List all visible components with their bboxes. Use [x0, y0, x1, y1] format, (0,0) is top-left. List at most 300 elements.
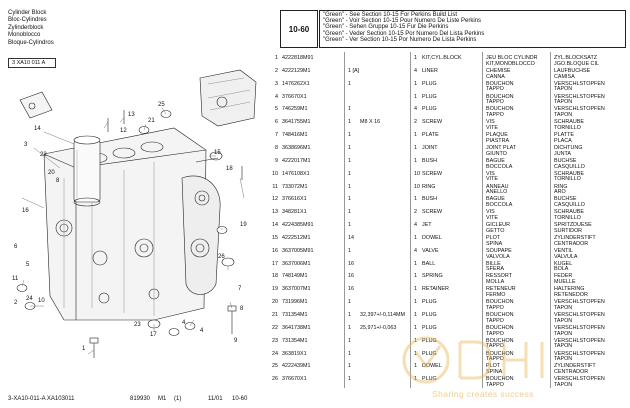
description-de-es: TAPON	[554, 382, 573, 389]
description-fr-it: VITE	[486, 176, 498, 183]
description-fr-it: RESSORT	[486, 273, 512, 280]
quantity: 1	[348, 106, 351, 113]
description-de-es: VERSCHLSTOPFEN	[554, 106, 605, 113]
quantity: 1	[348, 299, 351, 306]
part-number: 731354M1	[282, 337, 308, 344]
quantity: 1	[348, 337, 351, 344]
quantity: 1	[348, 80, 351, 87]
svg-text:19: 19	[240, 222, 247, 228]
description-en: SCREW	[422, 170, 443, 177]
description-fr-it: KIT,MONOBLOCCO	[486, 60, 535, 67]
description-de-es: CENTRADOR	[554, 240, 589, 247]
table-row	[268, 56, 624, 68]
description-fr-it: TAPPO	[486, 382, 504, 389]
description-en: RETAINER	[422, 286, 449, 293]
description-fr-it: JOINT PLAT	[486, 144, 517, 151]
description-de-es: BOLA	[554, 266, 569, 273]
svg-text:18: 18	[226, 166, 233, 172]
table-row	[268, 120, 624, 132]
description-fr-it: GICLEUR	[486, 222, 510, 229]
description-fr-it: BOCCOLA	[486, 202, 513, 209]
description-fr-it: PLOT	[486, 363, 501, 370]
description-fr-it: PLOT	[486, 234, 501, 241]
svg-text:4: 4	[200, 328, 204, 334]
description-de-es: TAPON	[554, 304, 573, 311]
part-number: 3641755M1	[282, 119, 311, 126]
description-fr-it: CANNA	[486, 73, 505, 80]
footer-section: 10-60	[232, 396, 248, 402]
table-row	[268, 95, 624, 107]
description-fr-it: BILLE	[486, 260, 501, 267]
description-de-es: TAPON	[554, 99, 573, 106]
description-fr-it: GIUNTO	[486, 150, 507, 157]
description-de-es: VERSCHLSTOPFEN	[554, 312, 605, 318]
svg-text:23: 23	[134, 322, 141, 328]
description-de-es: SPRITZDUESE	[554, 222, 592, 229]
quantity-per-unit: 1	[414, 55, 417, 61]
description-fr-it: TAPPO	[486, 317, 504, 324]
quantity: 1	[348, 144, 351, 151]
quantity-per-unit: 1	[414, 234, 417, 241]
quantity: 1	[348, 157, 351, 164]
description-de-es: JGO.BLOQUE CIL	[554, 60, 599, 67]
description-en: PLUG	[422, 80, 437, 87]
svg-text:8: 8	[56, 178, 60, 184]
description-en: SCREW	[422, 209, 443, 216]
svg-text:10: 10	[38, 298, 45, 304]
description-fr-it: VIS	[486, 209, 495, 216]
description-de-es: BUCHSE	[554, 196, 577, 203]
description-fr-it: TAPPO	[486, 86, 504, 93]
quantity-per-unit: 1	[414, 286, 417, 293]
green-note: "Green" - Voir Section 10-15 Pour Numero De Liste Perkins	[323, 18, 481, 25]
description-fr-it: TAPPO	[486, 112, 504, 119]
svg-text:20: 20	[48, 170, 55, 176]
part-number: 4224385M91	[282, 222, 314, 229]
description-en: DOWEL	[422, 363, 442, 370]
quantity-per-unit: 10	[414, 170, 420, 177]
svg-text:2: 2	[14, 300, 18, 306]
table-row	[268, 300, 624, 312]
description-de-es: DICHTUNG	[554, 144, 583, 151]
table-row	[268, 326, 624, 338]
description-fr-it: TAPPO	[486, 330, 504, 337]
table-row	[268, 82, 624, 94]
description-fr-it: BOUCHON	[486, 299, 514, 306]
component-names	[8, 10, 278, 47]
item-number: 1	[275, 55, 278, 61]
parts-table	[268, 52, 624, 392]
part-number: 4222439M1	[282, 363, 311, 370]
description-fr-it: PLAQUE	[486, 132, 508, 139]
description-de-es: VERSCHLSTOPFEN	[554, 337, 605, 344]
description-fr-it: BOUCHON	[486, 324, 514, 331]
quantity-per-unit: 1	[414, 260, 417, 267]
description-fr-it: SFERA	[486, 266, 504, 273]
quantity: 1	[348, 350, 351, 357]
description-en: PLUG	[422, 312, 437, 318]
quantity: 1	[348, 376, 351, 383]
name-it: Monoblocco	[8, 32, 41, 39]
quantity-per-unit: 1	[414, 80, 417, 87]
item-number: 14	[272, 222, 278, 229]
description-de-es: CAMISA	[554, 73, 575, 80]
part-number: 733072M1	[282, 183, 308, 190]
description-de-es: VERSCHLSTOPFEN	[554, 350, 605, 357]
description-fr-it: SOUPAPE	[486, 247, 512, 254]
quantity-per-unit: 1	[414, 324, 417, 331]
description-de-es: TAPON	[554, 86, 573, 93]
description-de-es: TORNILLO	[554, 176, 581, 183]
quantity-per-unit: 2	[414, 209, 417, 216]
remark: 32,397+/-0,114MM	[360, 312, 405, 318]
description-en: PLUG	[422, 299, 437, 306]
description-en: DOWEL	[422, 234, 442, 241]
description-de-es: ZYL.BLOCKSATZ	[554, 55, 598, 61]
description-fr-it: BOUCHON	[486, 106, 514, 113]
svg-text:6: 6	[14, 244, 18, 250]
svg-text:26: 26	[218, 254, 225, 260]
green-note: "Green" - Veder Section 10-15 Por Numero Del Lista Perkins	[323, 30, 485, 37]
quantity: 1	[348, 196, 351, 203]
quantity-per-unit: 2	[414, 119, 417, 126]
item-number: 10	[272, 170, 278, 177]
description-de-es: HALTERING	[554, 286, 585, 293]
quantity: 1	[348, 324, 351, 331]
description-fr-it: MOLLA	[486, 279, 505, 286]
quantity-per-unit: 1	[414, 93, 417, 100]
quantity-per-unit: 1	[414, 157, 417, 164]
description-fr-it: SPINA	[486, 369, 503, 376]
description-de-es: LAUFBUCHSE	[554, 67, 591, 74]
quantity: 1 [A]	[348, 67, 360, 74]
name-en: Cylinder Block	[8, 10, 47, 16]
quantity-per-unit: 1	[414, 273, 417, 280]
description-fr-it: ANELLO	[486, 189, 508, 196]
svg-text:15: 15	[214, 150, 221, 156]
quantity-per-unit: 4	[414, 67, 417, 74]
quantity: 16	[348, 260, 354, 267]
quantity: 1	[348, 132, 351, 139]
svg-text:17: 17	[150, 332, 157, 338]
footer-figure-ref: 3-XA10-011-A XA103011	[8, 396, 75, 402]
description-de-es: MUELLE	[554, 279, 576, 286]
table-row	[268, 223, 624, 235]
description-fr-it: BOUCHON	[486, 93, 514, 100]
item-number: 19	[272, 286, 278, 293]
item-number: 13	[272, 209, 278, 216]
quantity-per-unit: 10	[414, 183, 420, 190]
description-fr-it: PIASTRA	[486, 137, 510, 144]
quantity-per-unit: 1	[414, 350, 417, 357]
svg-text:21: 21	[148, 118, 155, 124]
part-number: 3637006M1	[282, 260, 311, 267]
description-fr-it: BOUCHON	[486, 80, 514, 87]
part-number: 3638696M1	[282, 144, 311, 151]
quantity-per-unit: 1	[414, 196, 417, 203]
quantity-per-unit: 1	[414, 144, 417, 151]
quantity: 16	[348, 273, 354, 280]
description-de-es: SCHRAUBE	[554, 119, 584, 126]
part-number: 4222818M91	[282, 55, 314, 61]
svg-text:24: 24	[26, 296, 33, 302]
item-number: 11	[272, 183, 278, 190]
quantity-per-unit: 1	[414, 299, 417, 306]
description-de-es: RING	[554, 183, 568, 190]
table-row	[268, 133, 624, 145]
svg-text:22: 22	[40, 152, 47, 158]
quantity-per-unit: 1	[414, 132, 417, 139]
description-de-es: VENTIL	[554, 247, 573, 254]
description-de-es: TORNILLO	[554, 214, 581, 221]
quantity-per-unit: 4	[414, 106, 417, 113]
description-fr-it: TAPPO	[486, 304, 504, 311]
description-en: LINER	[422, 67, 438, 74]
description-de-es: CASQUILLO	[554, 163, 585, 170]
description-de-es: KUGEL	[554, 260, 573, 267]
figure-reference: 3 XA10 011 A	[8, 58, 56, 68]
description-en: PLUG	[422, 376, 437, 383]
table-row	[268, 352, 624, 364]
quantity-per-unit: 1	[414, 376, 417, 383]
description-en: JET	[422, 222, 432, 229]
description-en: BUSH	[422, 196, 437, 203]
description-de-es: SURTIDOR	[554, 227, 583, 234]
watermark-slogan: Sharing creates success	[432, 389, 534, 399]
table-row	[268, 146, 624, 158]
table-row	[268, 364, 624, 376]
description-fr-it: VALVOLA	[486, 253, 510, 260]
description-de-es: TORNILLO	[554, 125, 581, 132]
svg-text:3: 3	[24, 142, 28, 148]
table-row	[268, 274, 624, 286]
quantity-per-unit: 4	[414, 247, 417, 254]
description-fr-it: CHEMISE	[486, 67, 511, 74]
description-en: BALL	[422, 260, 436, 267]
part-number: 1476262X1	[282, 80, 310, 87]
description-fr-it: TAPPO	[486, 99, 504, 106]
description-de-es: VERSCHLSTOPFEN	[554, 80, 605, 87]
description-fr-it: GETTO	[486, 227, 505, 234]
description-en: PLUG	[422, 324, 437, 331]
description-fr-it: RETENEUR	[486, 286, 516, 293]
quantity: 1	[348, 363, 351, 370]
part-number: 376670X1	[282, 376, 307, 383]
description-fr-it: BAGUE	[486, 157, 505, 164]
quantity-per-unit: 1	[414, 337, 417, 344]
description-fr-it: BOUCHON	[486, 376, 514, 383]
item-number: 22	[272, 324, 278, 331]
quantity: 1	[348, 183, 351, 190]
part-number: 746259M1	[282, 106, 308, 113]
item-number: 9	[275, 157, 278, 164]
description-en: SPRING	[422, 273, 443, 280]
description-en: VALVE	[422, 247, 439, 254]
description-de-es: VERSCHLSTOPFEN	[554, 324, 605, 331]
svg-text:9: 9	[234, 338, 238, 344]
item-number: 20	[272, 299, 278, 306]
description-en: JOINT	[422, 144, 438, 151]
description-de-es: JUNTA	[554, 150, 571, 157]
exploded-diagram	[4, 58, 266, 368]
description-fr-it: VIS	[486, 170, 495, 177]
svg-text:12: 12	[120, 128, 127, 134]
quantity-per-unit: 4	[414, 222, 417, 229]
quantity: 14	[348, 234, 354, 241]
table-row	[268, 197, 624, 209]
table-row	[268, 313, 624, 325]
item-number: 25	[272, 363, 278, 370]
table-row	[268, 377, 624, 389]
description-fr-it: ANNEAU	[486, 183, 509, 190]
part-number: 376616X1	[282, 196, 307, 203]
svg-text:5: 5	[26, 262, 30, 268]
description-de-es: CASQUILLO	[554, 202, 585, 209]
description-en: RING	[422, 183, 436, 190]
part-number: 363819X1	[282, 350, 307, 357]
svg-text:25: 25	[158, 102, 165, 108]
table-row	[268, 339, 624, 351]
description-de-es: ZYLINDERSTIFT	[554, 363, 596, 370]
table-row	[268, 69, 624, 81]
name-fr: Bloc-Cylindres	[8, 17, 47, 24]
item-number: 26	[272, 376, 278, 383]
description-fr-it: VITE	[486, 125, 498, 132]
description-de-es: ARO	[554, 189, 566, 196]
quantity: 16	[348, 286, 354, 293]
item-number: 4	[275, 93, 278, 100]
part-number: 731996M1	[282, 299, 308, 306]
description-de-es: VERSCHLSTOPFEN	[554, 376, 605, 383]
item-number: 21	[272, 312, 278, 318]
description-de-es: SCHRAUBE	[554, 209, 584, 216]
item-number: 5	[275, 106, 278, 113]
svg-text:1: 1	[82, 346, 86, 352]
table-row	[268, 185, 624, 197]
item-number: 8	[275, 144, 278, 151]
item-number: 16	[272, 247, 278, 254]
item-number: 17	[272, 260, 278, 267]
description-de-es: VALVULA	[554, 253, 578, 260]
quantity: 1	[348, 247, 351, 254]
description-fr-it: TAPPO	[486, 356, 504, 363]
description-de-es: FEDER	[554, 273, 573, 280]
table-row	[268, 287, 624, 299]
quantity-per-unit: 1	[414, 312, 417, 318]
description-de-es: TAPON	[554, 343, 573, 350]
description-en: PLUG	[422, 106, 437, 113]
description-de-es: TAPON	[554, 112, 573, 119]
description-de-es: PLATTE	[554, 132, 574, 139]
table-row	[268, 262, 624, 274]
svg-text:13: 13	[128, 112, 135, 118]
item-number: 18	[272, 273, 278, 280]
part-number: 748149M1	[282, 273, 308, 280]
quantity-per-unit: 1	[414, 363, 417, 370]
description-fr-it: BOUCHON	[486, 350, 514, 357]
description-fr-it: JEU BLOC CYLINDR	[486, 55, 538, 61]
svg-text:8: 8	[240, 306, 244, 312]
page-footer	[0, 396, 630, 406]
green-note: "Green" - Sehen Gruppe 10-15 Fur Die Perkins	[323, 24, 449, 31]
remark: M8 X 16	[360, 119, 381, 126]
part-number: 4222129M1	[282, 67, 311, 74]
description-fr-it: BOUCHON	[486, 337, 514, 344]
table-row	[268, 172, 624, 184]
part-number: 3637005M91	[282, 247, 314, 254]
footer-page: (1)	[174, 396, 182, 402]
description-de-es: CENTRADOR	[554, 369, 589, 376]
green-note: "Green" - See Section 10-15 For Perkins Build List	[323, 12, 457, 18]
description-de-es: VERSCHLSTOPFEN	[554, 299, 605, 306]
table-row	[268, 236, 624, 248]
description-de-es: TAPON	[554, 356, 573, 363]
name-de: Zylinderblock	[8, 24, 44, 31]
quantity: 1	[348, 209, 351, 216]
part-number: 4222017M1	[282, 157, 311, 164]
description-de-es: PLACA	[554, 137, 572, 144]
description-de-es: RETENEDOR	[554, 292, 588, 299]
svg-text:16: 16	[22, 208, 29, 214]
table-row	[268, 107, 624, 119]
part-number: 748416M1	[282, 132, 308, 139]
description-en: PLATE	[422, 132, 439, 139]
item-number: 24	[272, 350, 278, 357]
quantity: 1	[348, 312, 351, 318]
description-fr-it: TAPPO	[486, 343, 504, 350]
part-number: 3637007M1	[282, 286, 311, 293]
description-en: PLUG	[422, 93, 437, 100]
item-number: 7	[275, 132, 278, 139]
green-notes	[319, 10, 626, 48]
item-number: 15	[272, 234, 278, 241]
description-de-es: ZYLINDERSTIFT	[554, 234, 596, 241]
svg-text:7: 7	[238, 286, 242, 292]
green-note: "Green" - Ver Section 10-15 Por Numero De Lista Perkins	[323, 36, 477, 43]
description-de-es: TAPON	[554, 317, 573, 324]
description-de-es: VERSCHLSTOPFEN	[554, 93, 605, 100]
footer-edition: M1	[158, 396, 167, 402]
description-en: SCREW	[422, 119, 443, 126]
part-number: 4222512M1	[282, 234, 311, 241]
part-number: 3641738M1	[282, 324, 311, 331]
table-row	[268, 210, 624, 222]
description-fr-it: VIS	[486, 119, 495, 126]
svg-text:14: 14	[34, 126, 41, 132]
table-row	[268, 249, 624, 261]
svg-text:4: 4	[182, 320, 186, 326]
quantity: 1	[348, 119, 351, 126]
description-fr-it: FERMO	[486, 292, 506, 299]
section-code: 10-60	[280, 10, 318, 48]
description-fr-it: BOCCOLA	[486, 163, 513, 170]
svg-text:11: 11	[12, 276, 19, 282]
description-en: PLUG	[422, 337, 437, 344]
item-number: 3	[275, 80, 278, 87]
description-de-es: TAPON	[554, 330, 573, 337]
description-de-es: BUCHSE	[554, 157, 577, 164]
part-number: 1476108X1	[282, 170, 310, 177]
remark: 25,971+/-0,063	[360, 324, 397, 331]
table-row	[268, 159, 624, 171]
description-fr-it: VITE	[486, 214, 498, 221]
part-number: 348281X1	[282, 209, 307, 216]
description-fr-it: BAGUE	[486, 196, 505, 203]
description-fr-it: SPINA	[486, 240, 503, 247]
description-en: KIT,CYL.BLOCK	[422, 55, 462, 61]
item-number: 6	[275, 119, 278, 126]
footer-date: 11/01	[208, 396, 223, 402]
